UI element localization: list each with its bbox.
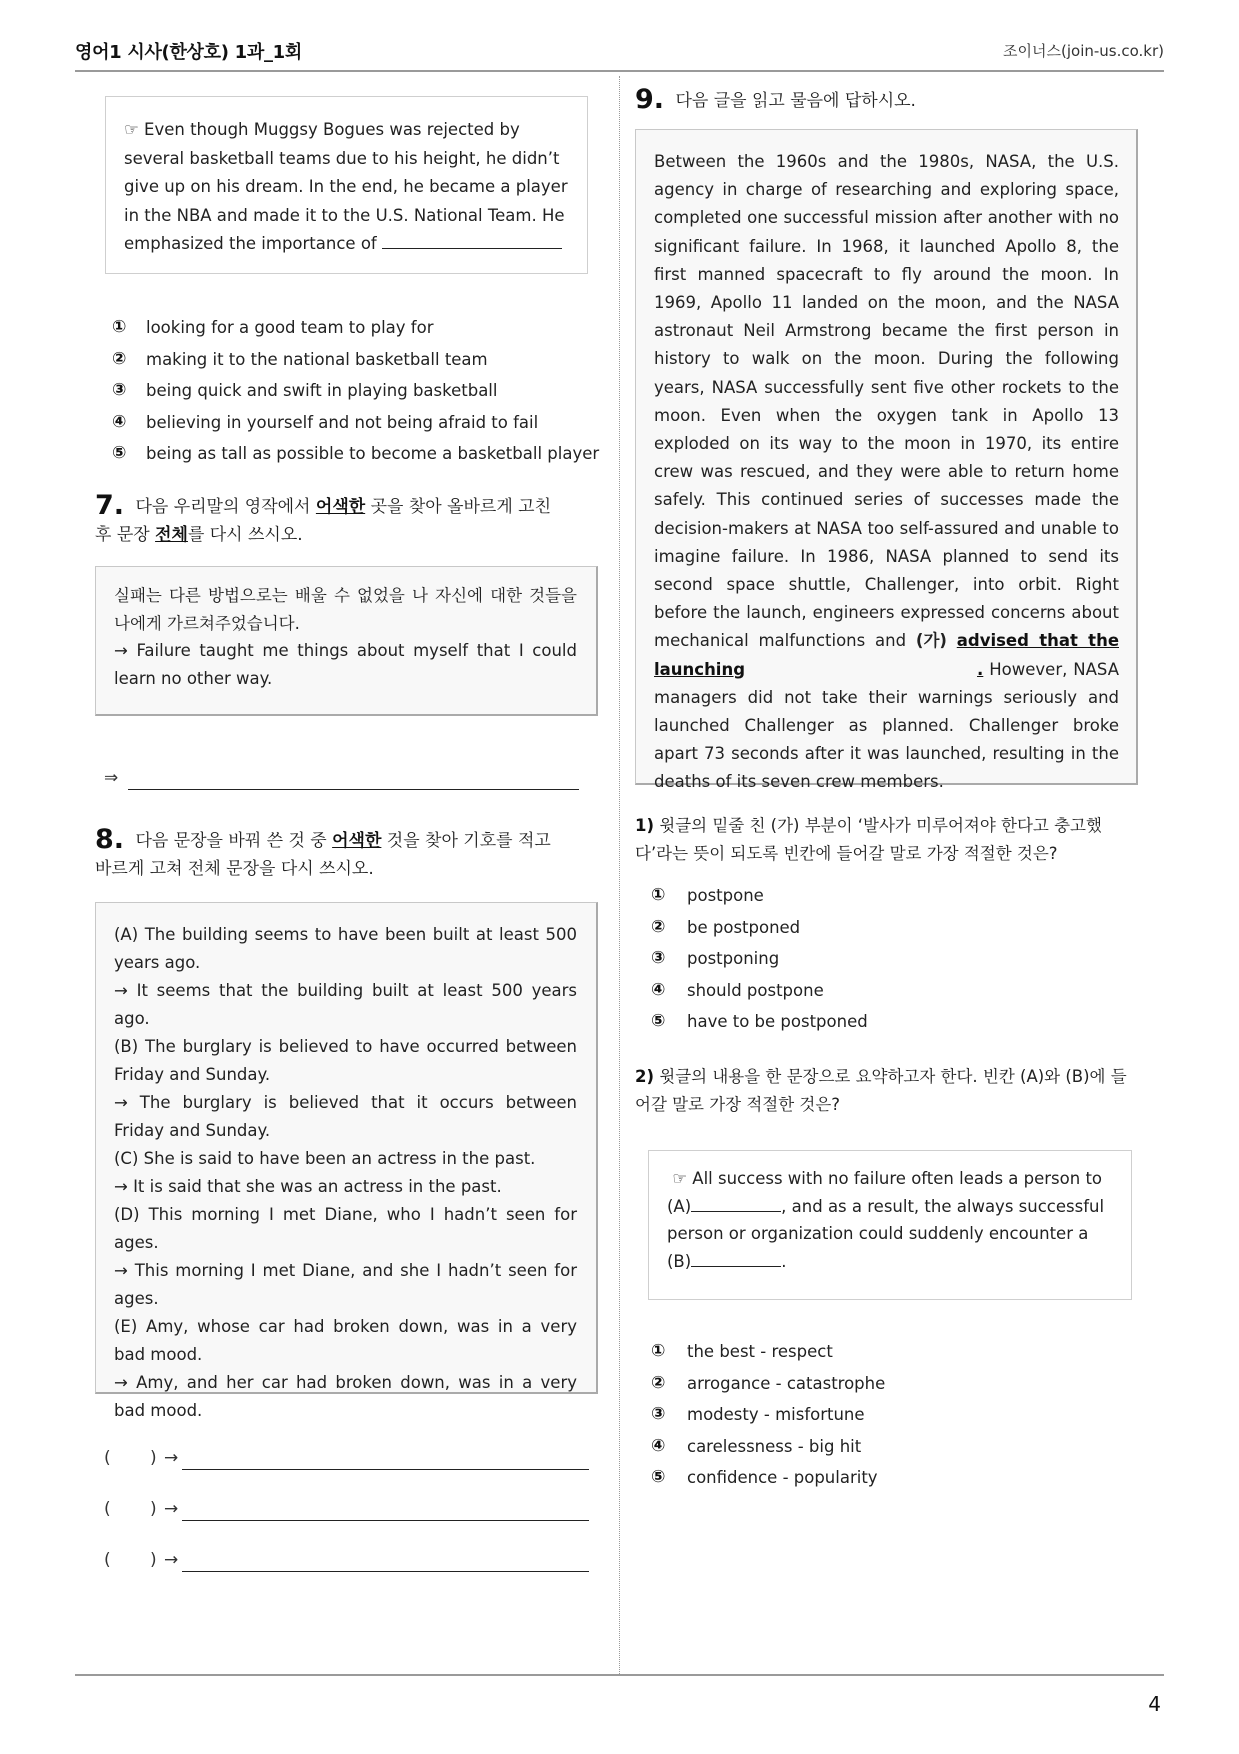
q8-sentences-box	[95, 902, 598, 1420]
arrow-icon: →	[164, 1550, 179, 1570]
choice-item[interactable]: ① postpone	[651, 885, 764, 905]
choice-item[interactable]: ② making it to the national basketball team	[112, 348, 488, 369]
q8-item: → Amy, and her car had broken down, was in a very bad mood.	[114, 1373, 577, 1420]
choice-item[interactable]: ④ should postpone	[651, 979, 824, 1000]
choice-item[interactable]: ② be postponed	[651, 916, 801, 937]
q8-item: → It is said that she was an actress in the past.	[114, 1177, 502, 1196]
choice-item[interactable]: ③ modesty - misfortune	[651, 1404, 865, 1424]
double-arrow-icon: ⇒	[104, 768, 119, 788]
q6-summary: ☞ Even though Muggsy Bogues was rejected by several basketball teams due to his height, he didn’t give up on his dream. In the end, he became a player in the NBA and made it to the U.S. National Team. He emphasized the importance of	[124, 120, 568, 253]
q7-heading: 7. 다음 우리말의 영작에서 어색한 곳을 찾아 올바르게 고친 후 문장 전체를 다시 쓰시오.	[95, 490, 552, 545]
page-number: 4	[1148, 1692, 1161, 1716]
q7-number: 7.	[95, 490, 125, 521]
q8-item: → This morning I met Diane, and she I hadn’t seen for ages.	[114, 1261, 577, 1308]
q9-marker: (가)	[915, 631, 947, 651]
q8-item: (D) This morning I met Diane, who I hadn’t seen for ages.	[114, 1205, 577, 1252]
pointing-hand-icon: ☞	[124, 120, 139, 139]
q9-summary: ☞ All success with no failure often leads a person to (A) , and as a result, the always successful person or organization could suddenly encounter a (B) .	[667, 1169, 1105, 1271]
q8-number: 8.	[95, 824, 125, 855]
q9-passage: Between the 1960s and the 1980s, NASA, the U.S. agency in charge of researching and exploring space, completed one successful mission after another with no significant failure. In 1968, it launched Apollo 8, the first manned spacecraft to fly around the moon. In 1969, Apollo 11 landed on the moon, and the NASA astronaut Neil Armstrong became the first person in history to walk on the moon. During the following years, NASA successfully sent five other rockets to the moon. Even when the oxygen tank in Apollo 13 exploded on its way to the moon in 1970, its entire crew was rescued, and they were able to return home safely. This continued series of successes made the decision-makers at NASA too self-assured and unable to imagine failure. In 1986, NASA planned to send its second space shuttle, Challenger, into orbit. Right before the launch, engineers expressed concerns about mechanical malfunctions and (가) advised that the launching . However, NASA managers did not take their warnings seriously and launched Challenger as planned. Challenger broke apart 73 seconds after it was launched, resulting in the deaths of its seven crew members.	[654, 152, 1120, 792]
q9-passage-box	[635, 129, 1138, 792]
q9-heading: 9. 다음 글을 읽고 물음에 답하시오.	[635, 84, 916, 115]
q7-english: → Failure taught me things about myself that I could learn no other way.	[114, 641, 577, 688]
q6-choices	[112, 312, 612, 470]
q8-answer-blank[interactable]	[182, 1469, 589, 1470]
blank-b	[691, 1250, 781, 1267]
q7-korean: 실패는 다른 방법으로는 배울 수 없었을 나 자신에 대한 것들을 나에게 가르쳐주었습니다.	[114, 586, 577, 633]
q9-number: 9.	[635, 84, 665, 115]
q8-answer-blank[interactable]	[182, 1520, 589, 1521]
q8-answer-row[interactable]: ( ) →	[104, 1448, 589, 1470]
q9-summary-box	[648, 1150, 1132, 1300]
q9-sub1-choices	[651, 880, 1051, 1038]
q8-item: (C) She is said to have been an actress in the past.	[114, 1149, 536, 1168]
q9-underlined-part: advised that the launching .	[654, 631, 1120, 679]
choice-item[interactable]: ① the best - respect	[651, 1341, 833, 1361]
choice-item[interactable]: ② arrogance - catastrophe	[651, 1372, 886, 1393]
q8-item: (E) Amy, whose car had broken down, was in a very bad mood.	[114, 1317, 577, 1364]
choice-item[interactable]: ① looking for a good team to play for	[112, 317, 434, 337]
pointing-hand-icon: ☞	[672, 1169, 688, 1188]
choice-item[interactable]: ③ being quick and swift in playing basketball	[112, 380, 498, 400]
q6-summary-box	[105, 96, 588, 274]
choice-item[interactable]: ④ believing in yourself and not being afraid to fail	[112, 411, 539, 432]
q7-answer-line[interactable]	[104, 768, 579, 790]
q9-sub1-prompt: 1) 윗글의 밑줄 친 (가) 부분이 ‘발사가 미루어져야 한다고 충고했다’라는 뜻이 되도록 빈칸에 들어갈 말로 가장 적절한 것은?	[635, 816, 1102, 863]
choice-item[interactable]: ⑤ have to be postponed	[651, 1011, 868, 1031]
footer-divider	[75, 1674, 1164, 1676]
q8-answer-blank[interactable]	[182, 1571, 589, 1572]
choice-item[interactable]: ⑤ confidence - popularity	[651, 1467, 878, 1487]
choice-item[interactable]: ③ postponing	[651, 948, 780, 968]
column-divider	[619, 76, 620, 1676]
document-title: 영어1 시사(한상호) 1과_1회	[75, 42, 302, 63]
arrow-icon: →	[164, 1499, 179, 1519]
q8-answer-row[interactable]: ( ) →	[104, 1550, 589, 1572]
arrow-icon: →	[164, 1448, 179, 1468]
q6-blank	[382, 233, 562, 250]
q9-sub2-choices	[651, 1336, 1051, 1494]
header-divider	[75, 70, 1164, 72]
blank-a	[691, 1195, 781, 1212]
q8-item: → It seems that the building built at least 500 years ago.	[114, 981, 577, 1028]
choice-item[interactable]: ⑤ being as tall as possible to become a basketball player	[112, 443, 600, 463]
q9-sub2-prompt: 2) 윗글의 내용을 한 문장으로 요약하고자 한다. 빈칸 (A)와 (B)에 들어갈 말로 가장 적절한 것은?	[635, 1067, 1127, 1114]
q8-answer-row[interactable]: ( ) →	[104, 1499, 589, 1521]
q7-sentence-box	[95, 566, 598, 716]
q7-answer-blank[interactable]	[128, 789, 579, 790]
q8-item: → The burglary is believed that it occurs between Friday and Sunday.	[114, 1093, 577, 1140]
publisher-site: 조이너스(join-us.co.kr)	[1003, 42, 1164, 60]
q8-heading: 8. 다음 문장을 바꿔 쓴 것 중 어색한 것을 찾아 기호를 적고 바르게 고쳐 전체 문장을 다시 쓰시오.	[95, 824, 551, 879]
q8-item: (A) The building seems to have been built at least 500 years ago.	[114, 925, 577, 972]
choice-item[interactable]: ④ carelessness - big hit	[651, 1435, 862, 1456]
q8-item: (B) The burglary is believed to have occurred between Friday and Sunday.	[114, 1037, 577, 1084]
